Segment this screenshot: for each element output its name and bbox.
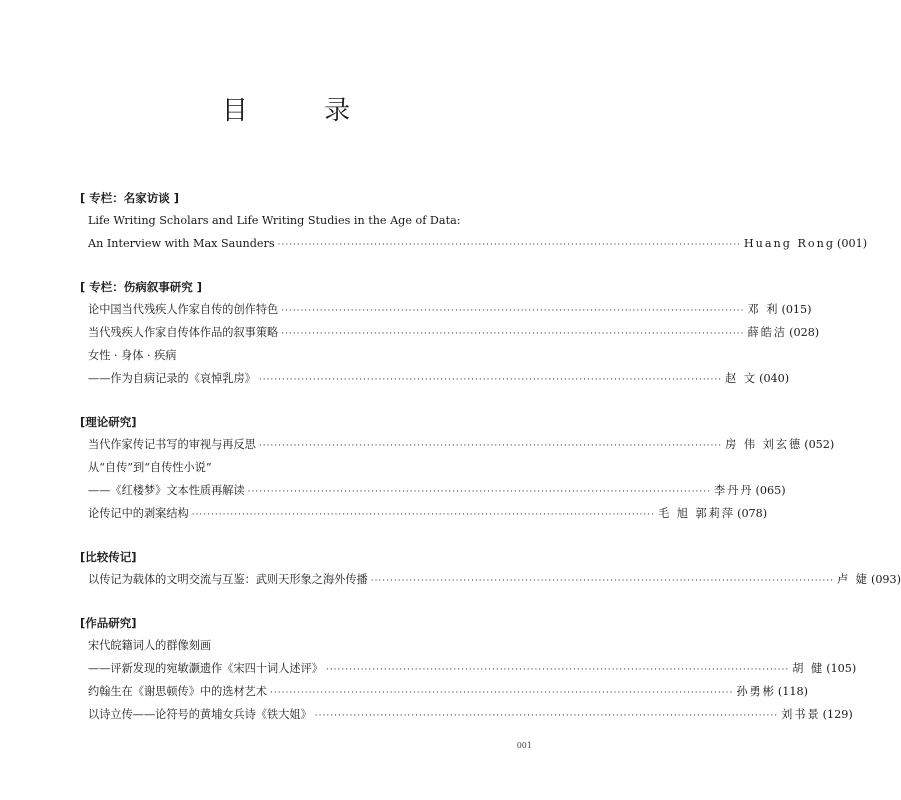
entry-page: (015) [781,303,812,316]
toc-entry[interactable] [80,321,820,344]
section-heading: [比较传记] [80,550,137,564]
leader-dots: ························································································································ [281,329,745,339]
entry-author: 孙勇彬 [736,685,776,698]
toc-section [80,546,901,591]
section-heading: [作品研究] [80,616,137,630]
entry-title: 以传记为载体的文明交流与互鉴：武则天形象之海外传播 [88,573,368,586]
entry-author: 胡 健 [792,662,825,675]
entry-author: 刘书景 [781,708,821,721]
entry-title: 当代残疾人作家自传体作品的叙事策略 [88,326,279,339]
toc-entry[interactable] [80,456,500,479]
entry-title: ——作为自病记录的《哀悼乳房》 [88,372,256,385]
toc-entry[interactable] [80,502,768,525]
table-of-contents [80,187,901,747]
entry-author: 赵 文 [725,372,758,385]
entry-title: ——评新发现的宛敏灏遗作《宋四十词人述评》 [88,662,323,675]
entry-title: Life Writing Scholars and Life Writing Studies in the Age of Data: [88,214,461,227]
leader-dots: ························································································································ [247,487,711,497]
toc-section [80,411,835,525]
entry-title: 从“自传”到“自传性小说” [88,461,212,474]
leader-dots: ························································································································ [258,441,723,451]
entry-page: (093) [870,573,901,586]
leader-dots: ························································································································ [325,665,790,675]
entry-page: (028) [789,326,820,339]
toc-entry[interactable] [80,568,901,591]
toc-entry[interactable] [80,479,786,502]
entry-page: (040) [759,372,790,385]
toc-entry[interactable] [80,298,812,321]
toc-section [80,612,857,726]
entry-title: 以诗立传——论符号的黄埔女兵诗《铁大姐》 [88,708,312,721]
leader-dots: ························································································································ [258,375,723,385]
entry-page: (105) [826,662,857,675]
entry-page: (078) [737,507,768,520]
leader-dots: ························································································································ [270,688,734,698]
toc-entry[interactable] [80,209,500,232]
leader-dots: ························································································································ [281,306,745,316]
section-heading: [ 专栏：伤病叙事研究 ] [80,280,203,294]
entry-page: (001) [837,237,868,250]
toc-entry[interactable] [80,367,790,390]
toc-section [80,276,820,390]
entry-title: 当代作家传记书写的审视与再反思 [88,438,256,451]
entry-author: 李丹丹 [713,484,754,497]
entry-title: 宋代皖籍词人的群像刻画 [88,639,212,652]
leader-dots: ························································································································ [191,510,656,520]
toc-entry[interactable] [80,680,808,703]
entry-title: 论传记中的剥案结构 [88,507,189,520]
entry-title: An Interview with Max Saunders [88,237,275,250]
page-title: 目 录 [221,96,385,126]
section-heading: [理论研究] [80,415,137,429]
entry-author: 毛 旭 郭莉萍 [658,507,736,520]
entry-author: 薛皓洁 [747,326,788,339]
toc-entry[interactable] [80,344,500,367]
toc-entry[interactable] [80,703,853,726]
entry-title: 约翰生在《谢思顿传》中的选材艺术 [88,685,268,698]
entry-page: (129) [822,708,853,721]
toc-section [80,187,868,255]
entry-author: Huang Rong [743,237,836,250]
toc-entry[interactable] [80,232,868,255]
entry-title: 论中国当代残疾人作家自传的创作特色 [88,303,279,316]
entry-author: 邓 利 [747,303,780,316]
entry-title: ——《红楼梦》文本性质再解读 [88,484,245,497]
toc-entry[interactable] [80,634,500,657]
section-heading: [ 专栏：名家访谈 ] [80,191,180,205]
toc-entry[interactable] [80,433,835,456]
entry-page: (065) [755,484,786,497]
leader-dots: ························································································································ [277,240,741,250]
page-number: 001 [516,741,532,750]
entry-page: (052) [804,438,835,451]
entry-page: (118) [777,685,808,698]
leader-dots: ························································································································ [314,711,779,721]
toc-entry[interactable] [80,657,857,680]
leader-dots: ························································································································ [370,576,835,586]
entry-author: 卢 婕 [837,573,869,586]
entry-author: 房 伟 刘玄德 [725,438,803,451]
entry-title: 女性 · 身体 · 疾病 [88,349,177,362]
